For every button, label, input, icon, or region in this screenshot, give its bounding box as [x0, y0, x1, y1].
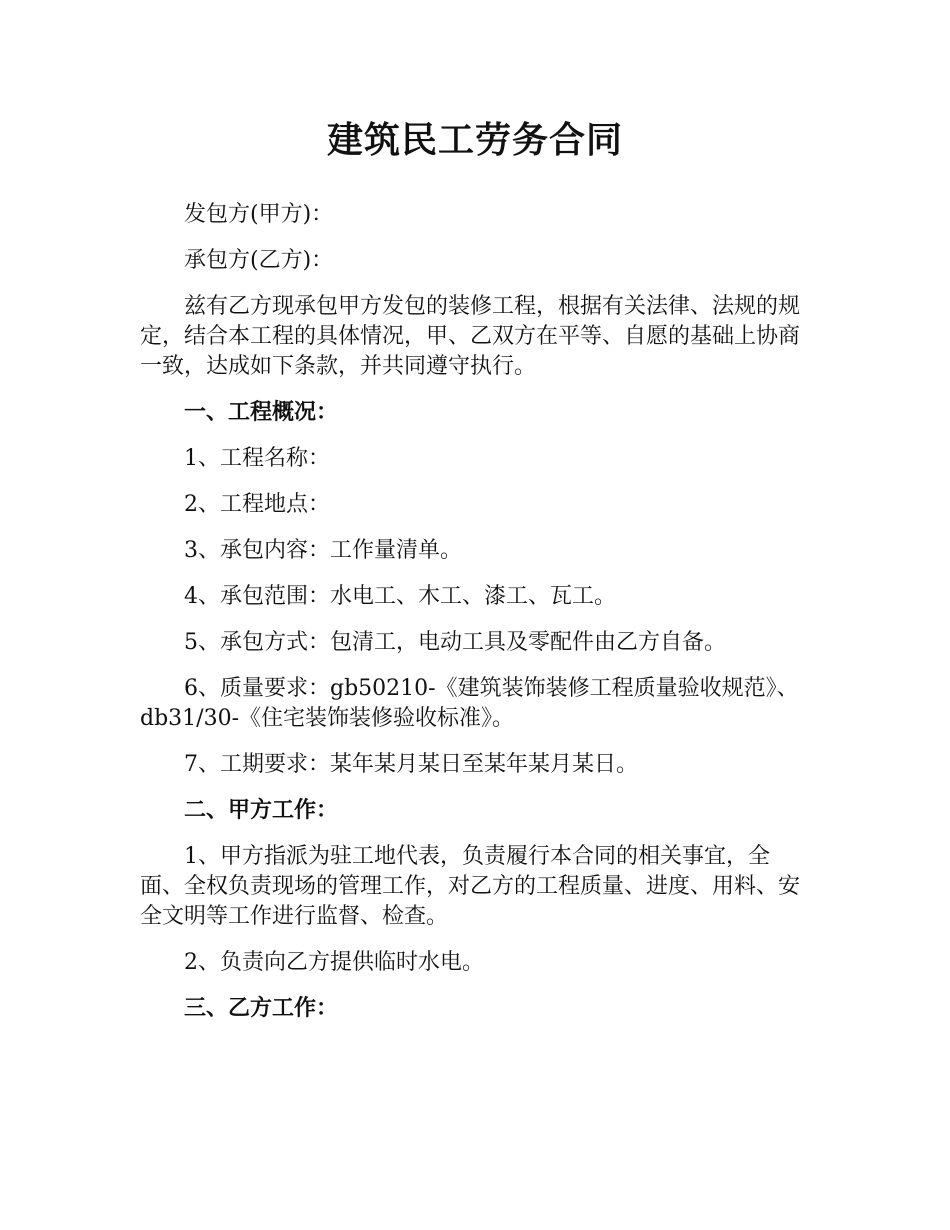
paragraph-party-a: 发包方(甲方)：	[184, 202, 334, 227]
paragraph-quality-requirements: 6、质量要求：gb50210-《建筑装饰装修工程质量验收规范》、db31/30-《住宅装饰装修验收标准》。	[140, 676, 799, 731]
paragraph-schedule-requirements: 7、工期要求：某年某月某日至某年某月某日。	[184, 752, 638, 777]
paragraph-preamble: 兹有乙方现承包甲方发包的装修工程，根据有关法律、法规的规定，结合本工程的具体情况，甲、乙双方在平等、自愿的基础上协商一致，达成如下条款，并共同遵守执行。	[140, 294, 801, 379]
paragraph-party-b: 承包方(乙方)：	[184, 248, 334, 273]
section-heading-party-a-work: 二、甲方工作：	[184, 798, 339, 823]
document-body	[140, 200, 812, 1040]
paragraph-party-a-duty-2: 2、负责向乙方提供临时水电。	[184, 950, 484, 975]
paragraph-project-location: 2、工程地点：	[184, 492, 330, 517]
document-title: 建筑民工劳务合同	[326, 120, 623, 161]
paragraph-project-name: 1、工程名称：	[184, 446, 330, 471]
paragraph-contract-content: 3、承包内容：工作量清单。	[184, 538, 462, 563]
paragraph-contract-scope: 4、承包范围：水电工、木工、漆工、瓦工。	[184, 584, 616, 609]
paragraph-party-a-duty-1: 1、甲方指派为驻工地代表，负责履行本合同的相关事宜，全面、全权负责现场的管理工作，对乙方的工程质量、进度、用料、安全文明等工作进行监督、检查。	[140, 844, 801, 929]
section-heading-project-overview: 一、工程概况：	[184, 400, 339, 425]
section-heading-party-b-work: 三、乙方工作：	[184, 996, 339, 1021]
paragraph-contract-method: 5、承包方式：包清工，电动工具及零配件由乙方自备。	[184, 630, 726, 655]
